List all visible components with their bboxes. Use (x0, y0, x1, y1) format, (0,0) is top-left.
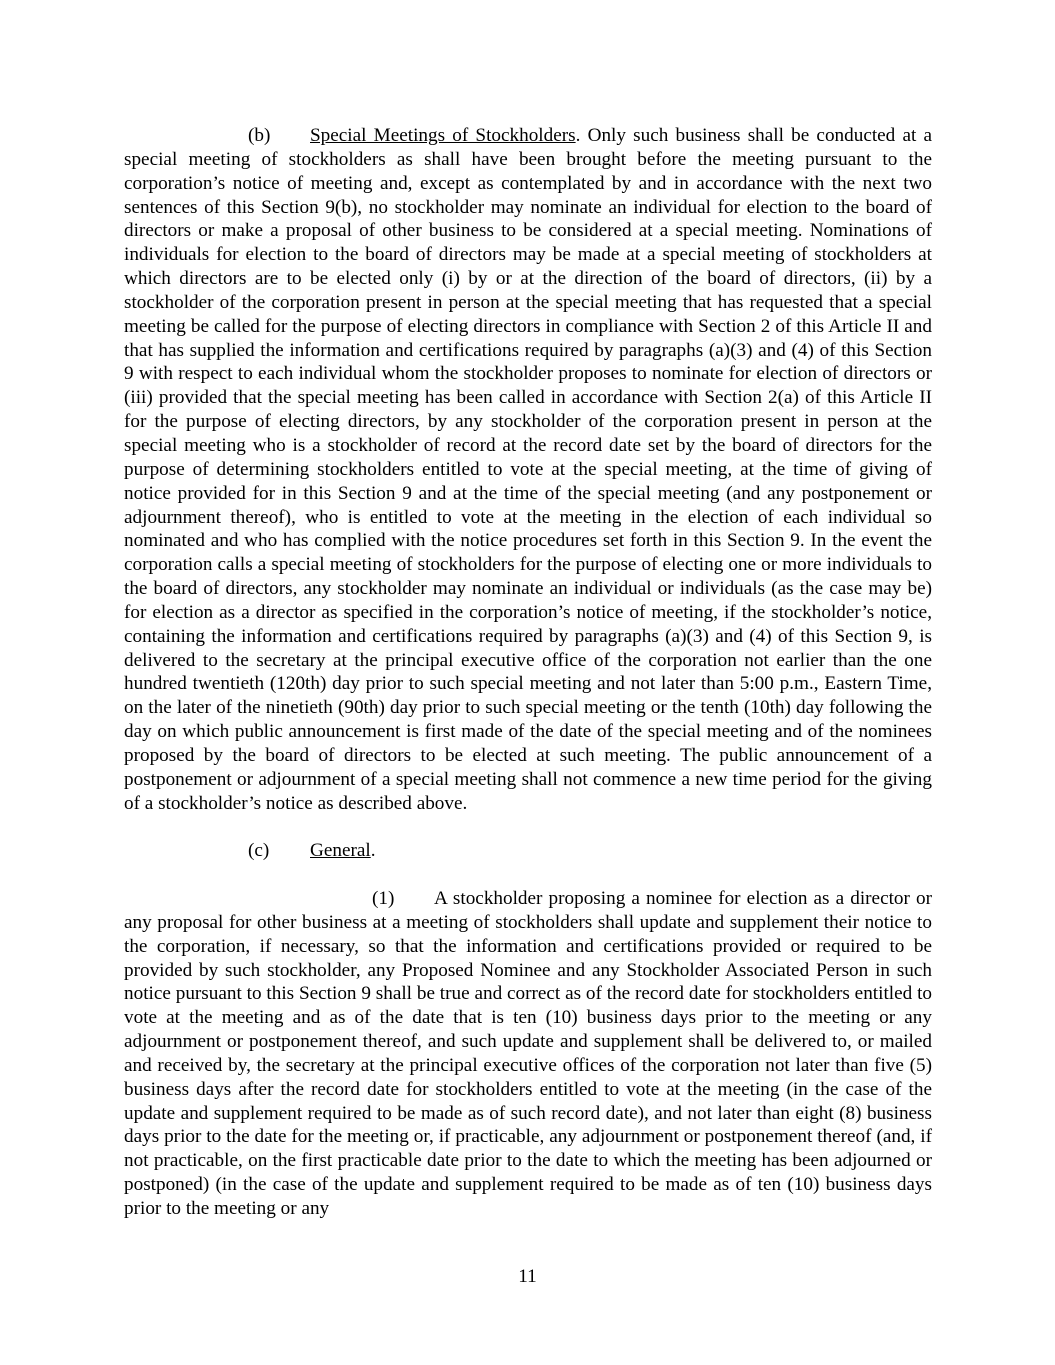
page-number: 11 (518, 1266, 537, 1287)
section-c-paragraph (124, 839, 932, 863)
section-c-heading: General (310, 840, 371, 862)
section-c1-body: A stockholder proposing a nominee for election as a director or any proposal for other business at a meeting of stockholders shall update and supplement their notice to the corporation, if necessary, so that the information and certifications provided or required to be provided by such stockholder, any Proposed Nominee and any Stockholder Associated Person in such notice pursuant to this Section 9 shall be true and correct as of the record date for stockholders entitled to vote at the meeting and as of the date that is ten (10) business days prior to the meeting or any adjournment or postponement thereof, and such update and supplement shall be delivered to, or mailed and received by, the secretary at the principal executive offices of the corporation not later than five (5) business days after the record date for stockholders entitled to vote at the meeting (in the case of the update and supplement required to be made as of such record date), and not later than eight (8) business days prior to the date for the meeting or, if practicable, any adjournment or postponement thereof (and, if not practicable, on the first practicable date prior to the date to which the meeting has been adjourned or postponed) (in the case of the update and supplement required to be made as of ten (10) business days prior to the meeting or any (124, 888, 932, 1219)
section-b-body: Only such business shall be conducted at a special meeting of stockholders as shall have been brought before the meeting pursuant to the corporation’s notice of meeting and, except as contemplated by and in accordance with the next two sentences of this Section 9(b), no stockholder may nominate an individual for election to the board of directors or make a proposal of other business to be considered at a special meeting. Nominations of individuals for election to the board of directors may be made at a special meeting of stockholders at which directors are to be elected only (i) by or at the direction of the board of directors, (ii) by a stockholder of the corporation present in person at the special meeting that has requested that a special meeting be called for the purpose of electing directors in compliance with Section 2 of this Article II and that has supplied the information and certifications required by paragraphs (a)(3) and (4) of this Section 9 with respect to each individual whom the stockholder proposes to nominate for election of directors or (iii) provided that the special meeting has been called in accordance with Section 2(a) of this Article II for the purpose of electing directors, by any stockholder of the corporation present in person at the special meeting who is a stockholder of record at the record date set by the board of directors for the purpose of determining stockholders entitled to vote at the special meeting, at the time of giving of notice provided for in this Section 9 and at the time of the special meeting (and any postponement or adjournment thereof), who is entitled to vote at the meeting in the election of each individual so nominated and who has complied with the notice procedures set forth in this Section 9. In the event the corporation calls a special meeting of stockholders for the purpose of electing one or more individuals to the board of directors, any stockholder may nominate an individual or individuals (as the case may be) for election as a director as specified in the corporation’s notice of meeting, if the stockholder’s notice, containing the information and certifications required by paragraphs (a)(3) and (4) of this Section 9, is delivered to the secretary at the principal executive office of the corporation not earlier than the one hundred twentieth (120th) day prior to such special meeting and not later than 5:00 p.m., Eastern Time, on the later of the ninetieth (90th) day prior to such special meeting or the tenth (10th) day following the day on which public announcement is first made of the date of the special meeting and of the nominees proposed by the board of directors to be elected at such meeting. The public announcement of a postponement or adjournment of a special meeting shall not commence a new time period for the giving of a stockholder’s notice as described above. (124, 125, 932, 814)
section-c-marker: (c) (248, 840, 270, 862)
section-b-paragraph (124, 124, 932, 815)
section-c1-paragraph (124, 887, 932, 1221)
section-b-heading-period: . (575, 125, 581, 146)
paragraph-gap (124, 863, 932, 887)
paragraph-gap (124, 815, 932, 839)
section-b-marker: (b) (248, 125, 271, 146)
document-body (124, 124, 932, 1221)
section-c1-marker: (1) (372, 888, 395, 909)
section-c-heading-period: . (370, 840, 376, 862)
section-b-heading: Special Meetings of Stockholders (310, 125, 576, 146)
